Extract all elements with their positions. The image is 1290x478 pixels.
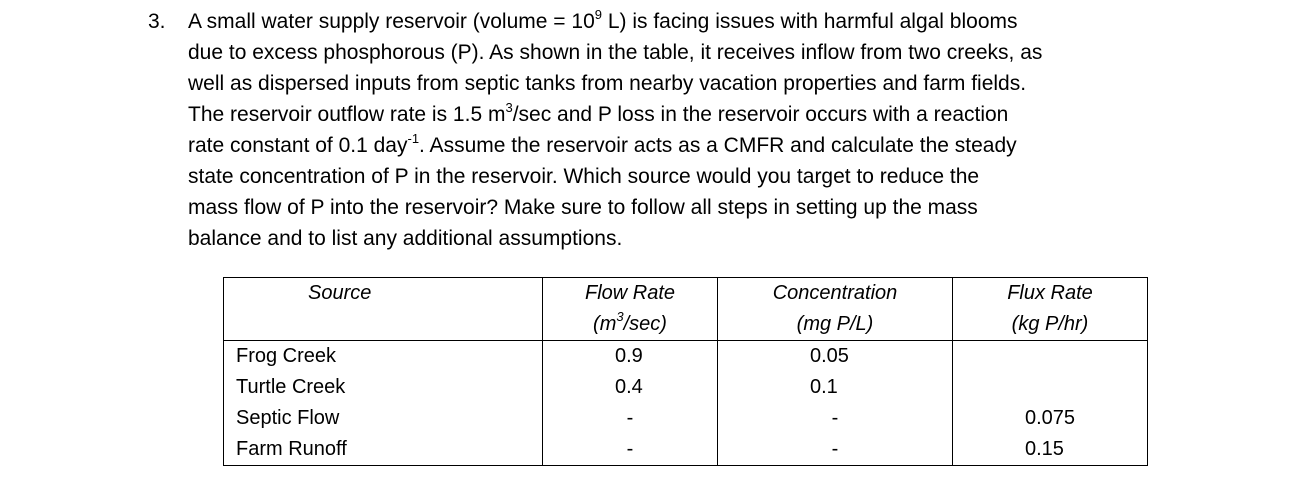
superscript: 3	[505, 100, 513, 115]
cell-source: Farm Runoff	[224, 434, 543, 466]
table-row	[224, 341, 1148, 373]
problem-line-8: balance and to list any additional assumptions.	[188, 227, 623, 250]
cell-flow-rate: 0.9	[543, 341, 718, 373]
superscript: -1	[407, 131, 420, 146]
cell-flow-rate: -	[543, 403, 718, 434]
problem-line-2: due to excess phosphorous (P). As shown in the table, it receives inflow from two creeks, as	[188, 41, 1043, 64]
problem-line-4: The reservoir outflow rate is 1.5 $m^3/\sec$ and P loss in the reservoir occurs with a reaction	[188, 100, 1009, 126]
cell-concentration: -	[718, 403, 953, 434]
problem-line-7: mass flow of P into the reservoir? Make sure to follow all steps in setting up the mass	[188, 196, 978, 219]
table-row	[224, 434, 1148, 466]
superscript: 9	[594, 7, 602, 22]
problem-line-5: rate constant of 0.1 day$^{-1}$. Assume the reservoir acts as a CMFR and calculate the steady	[188, 131, 1017, 157]
cell-flow-rate: 0.4	[543, 372, 718, 403]
header-source: Source	[224, 278, 543, 341]
cell-concentration: 0.05	[718, 341, 953, 373]
cell-concentration: -	[718, 434, 953, 466]
header-flow-rate: Flow Rate $(m^3/\sec)$	[543, 278, 718, 341]
problem-line-6: state concentration of P in the reservoir. Which source would you target to reduce the	[188, 165, 980, 188]
table-row	[224, 403, 1148, 434]
table-row	[224, 372, 1148, 403]
cell-source: Turtle Creek	[224, 372, 543, 403]
problem-line-3: well as dispersed inputs from septic tanks from nearby vacation properties and farm fields.	[188, 72, 1027, 95]
cell-flux-rate: 0.15	[953, 434, 1148, 466]
cell-source: Frog Creek	[224, 341, 543, 373]
table-header-row	[224, 278, 1148, 341]
phosphorus-sources-table	[223, 277, 1148, 466]
problem-statement	[188, 6, 1168, 254]
cell-flux-rate: 0.075	[953, 403, 1148, 434]
header-flux-rate: Flux Rate (kg P/hr)	[953, 278, 1148, 341]
cell-concentration: 0.1	[718, 372, 953, 403]
header-concentration: Concentration (mg P/L)	[718, 278, 953, 341]
problem-number: 3.	[148, 10, 166, 33]
cell-source: Septic Flow	[224, 403, 543, 434]
cell-flux-rate	[953, 341, 1148, 373]
cell-flux-rate	[953, 372, 1148, 403]
problem-line-1: A small water supply reservoir (volume = $10^9$ L) is facing issues with harmful algal blooms	[188, 7, 1018, 33]
cell-flow-rate: -	[543, 434, 718, 466]
